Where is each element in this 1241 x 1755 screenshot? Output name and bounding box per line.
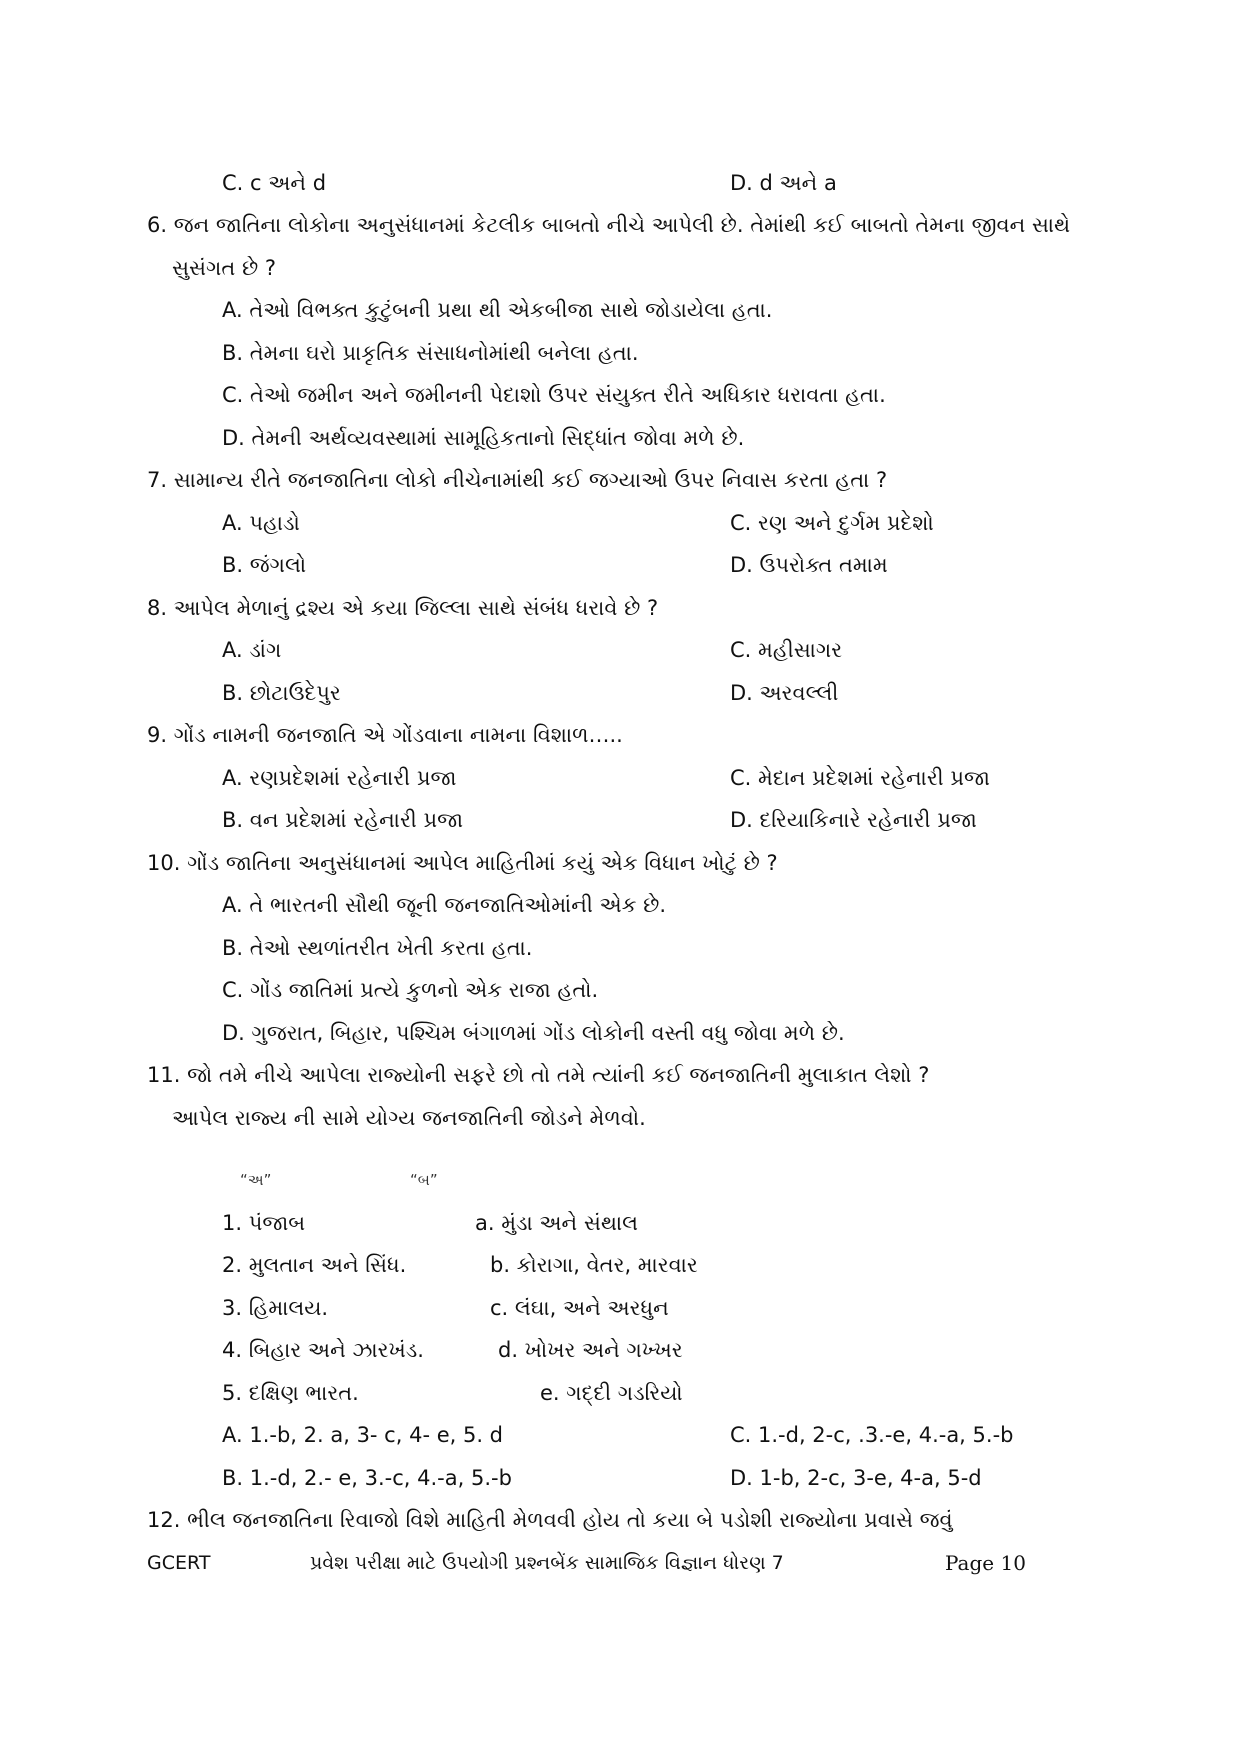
q9-option-c: C. મેદાન પ્રદેશમાં રહેનારી પ્રજા [730,766,990,790]
q11-row-5-left: 5. દક્ષિણ ભારત. [222,1381,359,1405]
q11-row-2-right: b. કોરાગા, વેતર, મારવાર [490,1253,698,1277]
q9-option-b: B. વન પ્રદેશમાં રહેનારી પ્રજા [222,808,464,832]
q7-option-b: B. જંગલો [222,553,307,577]
q6-option-c: C. તેઓ જમીન અને જમીનની પેદાશો ઉપર સંયુક્ત રીતે અધિકાર ધરાવતા હતા. [222,383,886,407]
q12-stem: 12. ભીલ જનજાતિના રિવાજો વિશે માહિતી મેળવવી હોય તો કયા બે પડોશી રાજ્યોના પ્રવાસે જવું [147,1508,953,1532]
q8-option-a: A. ડાંગ [222,638,282,662]
q11-column-b-head: “બ” [410,1171,438,1189]
q11-row-5-right: e. ગદ્દી ગડરિયો [540,1381,683,1405]
q6-stem-cont: સુસંગત છે ? [172,256,277,280]
q8-option-c: C. મહીસાગર [730,638,843,662]
q10-option-d: D. ગુજરાત, બિહાર, પશ્ચિમ બંગાળમાં ગોંડ લોકોની વસ્તી વધુ જોવા મળે છે. [222,1021,845,1045]
q6-option-d: D. તેમની અર્થવ્યવસ્થામાં સામૂહિકતાનો સિદ્ધાંત જોવા મળે છે. [222,426,745,450]
q11-option-d: D. 1-b, 2-c, 3-e, 4-a, 5-d [730,1466,982,1490]
q5-option-d: D. d અને a [730,171,837,195]
q8-option-d: D. અરવલ્લી [730,681,839,705]
q8-stem: 8. આપેલ મેળાનું દ્રશ્ય એ કયા જિલ્લા સાથે સંબંધ ધરાવે છે ? [147,596,659,620]
q10-option-a: A. તે ભારતની સૌથી જૂની જનજાતિઓમાંની એક છે. [222,893,667,917]
q11-row-4-right: d. ખોખર અને ગખ્ખર [498,1338,683,1362]
q11-row-1-right: a. મુંડા અને સંથાલ [475,1211,639,1235]
q11-row-1-left: 1. પંજાબ [222,1211,306,1235]
q7-option-a: A. પહાડો [222,511,300,535]
q5-option-c: C. c અને d [222,171,327,195]
q6-option-b: B. તેમના ઘરો પ્રાકૃતિક સંસાધનોમાંથી બનેલા હતા. [222,341,639,365]
q6-stem: 6. જન જાતિના લોકોના અનુસંધાનમાં કેટલીક બાબતો નીચે આપેલી છે. તેમાંથી કઈ બાબતો તેમના જીવન સાથે [147,213,1071,237]
q8-option-b: B. છોટાઉદેપુર [222,681,341,705]
q9-option-a: A. રણપ્રદેશમાં રહેનારી પ્રજા [222,766,457,790]
q10-option-c: C. ગોંડ જાતિમાં પ્રત્યે કુળનો એક રાજા હતો. [222,978,599,1002]
q6-option-a: A. તેઓ વિભક્ત કુટુંબની પ્રથા થી એકબીજા સાથે જોડાયેલા હતા. [222,298,773,322]
q7-stem: 7. સામાન્ય રીતે જનજાતિના લોકો નીચેનામાંથી કઈ જગ્યાઓ ઉપર નિવાસ કરતા હતા ? [147,468,888,492]
q11-option-c: C. 1.-d, 2-c, .3.-e, 4.-a, 5.-b [730,1423,1014,1447]
q7-option-d: D. ઉપરોક્ત તમામ [730,553,888,577]
footer-title: પ્રવેશ પરીક્ષા માટે ઉપયોગી પ્રશ્નબેંક સામાજિક વિજ્ઞાન ધોરણ 7 [310,1552,784,1574]
footer-page-number: Page 10 [945,1551,1026,1575]
q9-option-d: D. દરિયાકિનારે રહેનારી પ્રજા [730,808,977,832]
q11-row-3-left: 3. હિમાલય. [222,1296,329,1320]
q10-option-b: B. તેઓ સ્થળાંતરીત ખેતી કરતા હતા. [222,936,533,960]
q11-option-a: A. 1.-b, 2. a, 3- c, 4- e, 5. d [222,1423,504,1447]
footer-org: GCERT [147,1552,211,1574]
q9-stem: 9. ગોંડ નામની જનજાતિ એ ગોંડવાના નામના વિશાળ….. [147,723,623,747]
q7-option-c: C. રણ અને દુર્ગમ પ્રદેશો [730,511,934,535]
q11-stem: 11. જો તમે નીચે આપેલા રાજ્યોની સફરે છો તો તમે ત્યાંની કઈ જનજાતિની મુલાકાત લેશો ? [147,1063,930,1087]
q11-column-a-head: “અ” [240,1171,272,1189]
q11-option-b: B. 1.-d, 2.- e, 3.-c, 4.-a, 5.-b [222,1466,512,1490]
q10-stem: 10. ગોંડ જાતિના અનુસંધાનમાં આપેલ માહિતીમાં કયું એક વિધાન ખોટું છે ? [147,851,778,875]
q11-row-4-left: 4. બિહાર અને ઝારખંડ. [222,1338,424,1362]
q11-stem-cont: આપેલ રાજ્ય ની સામે યોગ્ય જનજાતિની જોડને મેળવો. [172,1106,646,1130]
q11-row-3-right: c. લંઘા, અને અરધુન [490,1296,669,1320]
q11-row-2-left: 2. મુલતાન અને સિંધ. [222,1253,407,1277]
